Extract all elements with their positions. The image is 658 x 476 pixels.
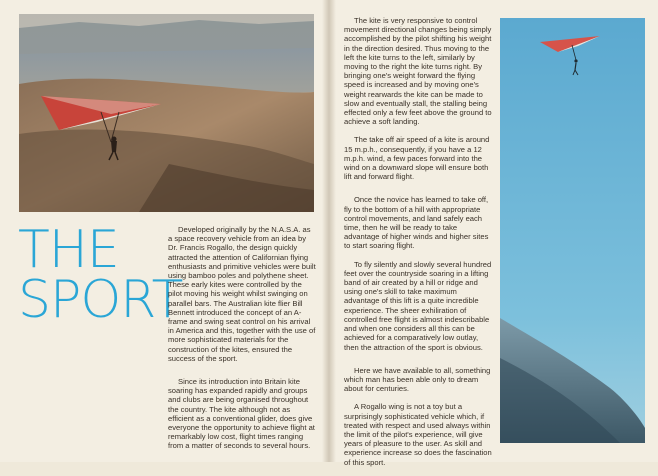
title-line-1: THE	[18, 220, 119, 280]
paragraph: Once the novice has learned to take off, fly to the bottom of a hill with appropriate control movements, and land safely each time, then he will be ready to take advantage of higher winds and higher sites to start soaring flight.	[344, 195, 489, 251]
page-title	[18, 220, 183, 330]
paragraph: A Rogallo wing is not a toy but a surprisingly sophisticated vehicle which, if treated with respect and used always within the limit of the pilot's experience, will give years of pleasure to the user. As skill and experience increase so does the fascination of this sport.	[344, 402, 492, 467]
hang-glider-sky-photo	[500, 18, 645, 443]
title-line-2: SPORT	[18, 270, 183, 330]
paragraph: Since its introduction into Britain kite soaring has expanded rapidly and groups and clubs are being organised throughout the country. The kite although not as efficient as a conventional glider, does give everyone the opportunity to achieve flight at remarkably low cost, flight times ranging from a matter of seconds to several hours.	[168, 377, 315, 451]
paragraph: Here we have available to all, something which man has been able only to dream about for centuries.	[344, 365, 491, 394]
paragraph: Developed originally by the N.A.S.A. as a space recovery vehicle from an idea by Dr. Francis Rogallo, the design quickly attracted the attention of Californian flying enthusiasts and primitive vehicles were built using bamboo poles and polythene sheet. These early kites were controlled by the pilot moving his weight whilst swinging on parallel bars. The Australian kite flier Bill Bennett introduced the concept of an A-frame and swing seat control on his arrival in America and this, together with the use of more sophisticated materials for the construction of the kites, ensured the success of the sport.	[168, 225, 316, 363]
hang-glider-hillside-photo	[19, 14, 314, 212]
paragraph: The take off air speed of a kite is around 15 m.p.h., consequently, if you have a 12 m.p.h. wind, a few paces forward into the wind on a downward slope will ensure both lift and forward flight.	[344, 135, 490, 182]
paragraph: The kite is very responsive to control movement directional changes being simply accomplished by the pilot shifting his weight in the direction desired. Thus moving to the left the kite turns to the left, similarly by moving to the right the kite turns right. By bringing one's weight forward the flying speed is increased and by moving one's weight rearwards the kite can be made to slow and eventually stall, the stalling being effected only a few feet above the ground to achieve a soft landing.	[344, 16, 492, 127]
left-text-column	[168, 225, 316, 460]
paragraph: To fly silently and slowly several hundred feet over the countryside soaring in a lifting band of air created by a hill or ridge and using one's skill to take maximum advantage of this lift is a quite incredible experience. The sheer exhiliration of controlled free flight is almost indescribable and when one considers all this can be achieved for a comparatively low outlay, then the attraction of the sport is obvious.	[344, 259, 492, 352]
page-gutter	[322, 0, 336, 462]
right-text-column	[344, 16, 494, 476]
